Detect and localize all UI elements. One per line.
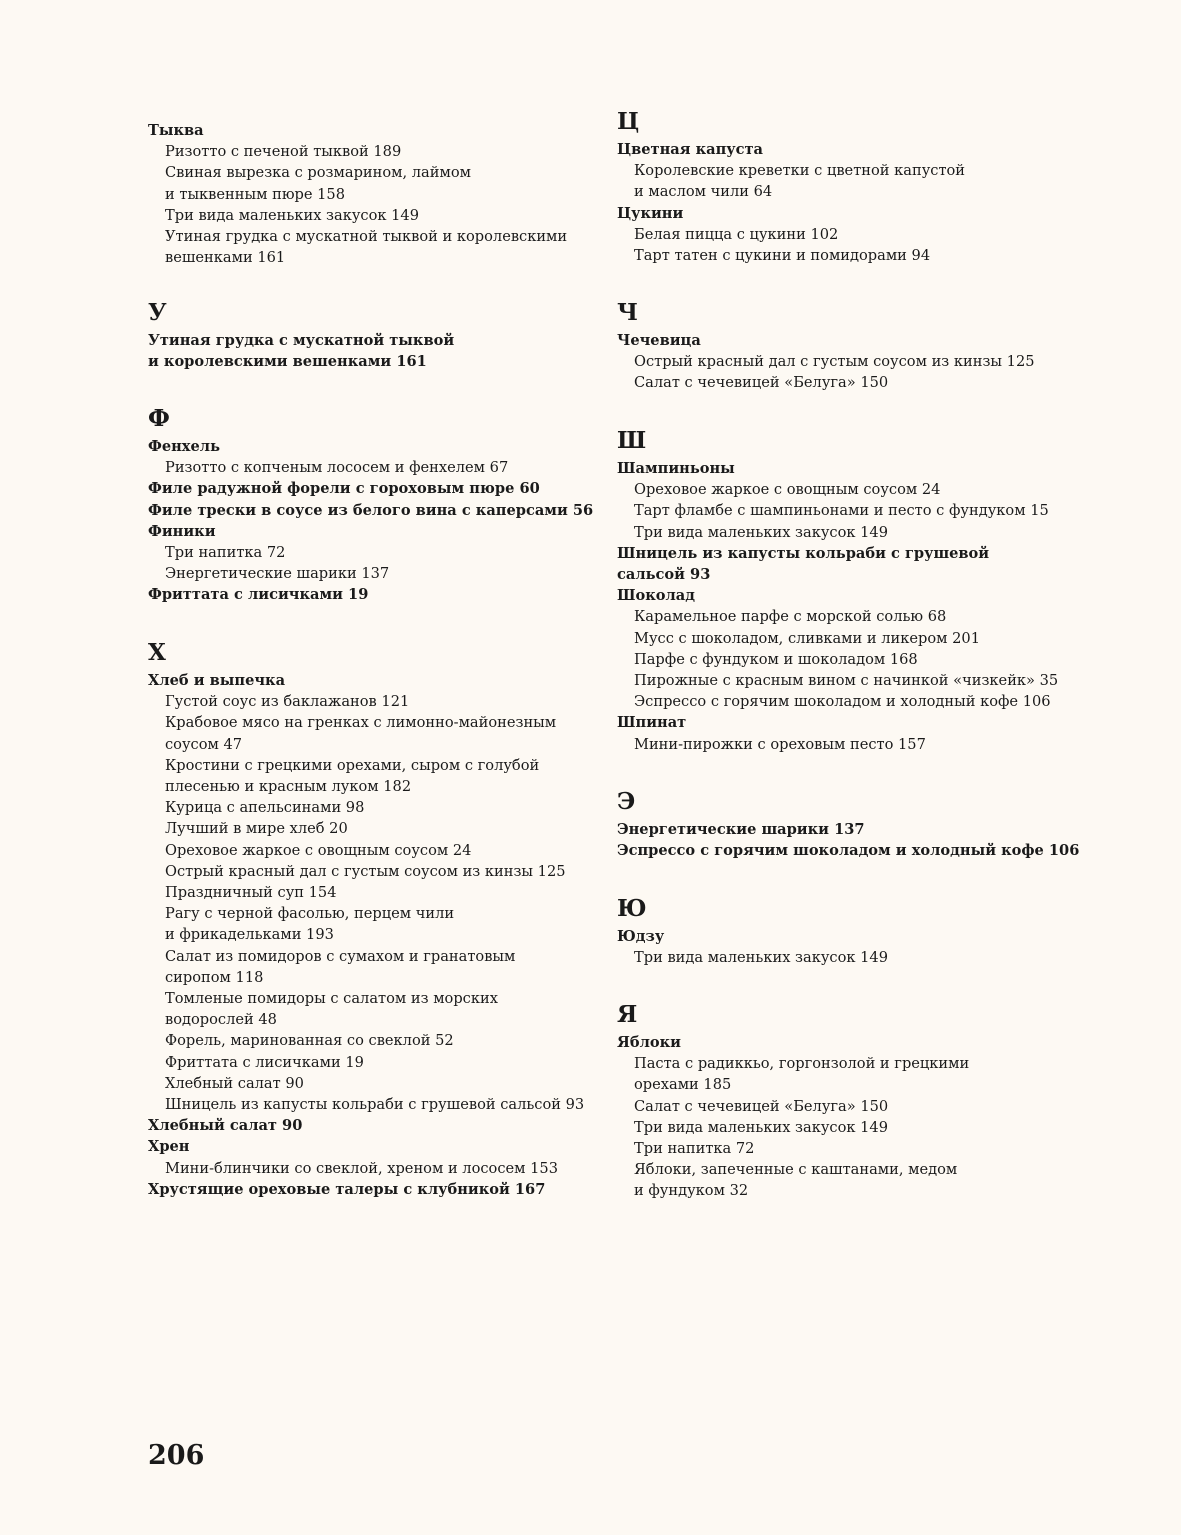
index-entry-sub: Кростини с грецкими орехами, сыром с голубой: [165, 756, 540, 774]
index-entry-sub: Свиная вырезка с розмарином, лаймом: [165, 164, 471, 182]
index-entry-sub: Эспрессо с горячим шоколадом и холодный кофе 106: [634, 693, 1051, 711]
index-entry-sub: Тарт татен с цукини и помидорами 94: [634, 247, 931, 265]
index-entry-sub: Тарт фламбе с шампиньонами и песто с фундуком 15: [634, 502, 1049, 520]
index-entry-main: Шпинат: [617, 714, 687, 732]
section-letter-heading: Я: [617, 1001, 638, 1028]
index-section-ya: [617, 1002, 1087, 1202]
index-entry-main: Филе радужной форели с гороховым пюре 60: [148, 480, 540, 498]
index-entry-sub: Салат с чечевицей «Белуга» 150: [634, 1097, 889, 1115]
index-entry-main: Филе трески в соусе из белого вина с каперсами 56: [148, 501, 594, 519]
index-entry-sub: Фриттата с лисичками 19: [165, 1053, 364, 1071]
index-entry-sub: Карамельное парфе с морской солью 68: [634, 608, 947, 626]
index-entry-sub: Хлебный салат 90: [165, 1074, 304, 1092]
index-entry-sub: сиропом 118: [165, 968, 264, 986]
index-entry-main: Фенхель: [148, 438, 220, 455]
index-section-e: [617, 789, 1087, 861]
index-section-ts: [617, 109, 1087, 266]
index-entry-sub: и фундуком 32: [634, 1182, 749, 1200]
index-entry-sub: водорослей 48: [165, 1011, 277, 1029]
index-entry-main: Хрен: [148, 1138, 190, 1156]
index-entry-sub: Шницель из капусты кольраби с грушевой сальсой 93: [165, 1096, 585, 1114]
index-entry-main: Хрустящие ореховые талеры с клубникой 167: [148, 1180, 546, 1198]
index-entry-main: Фриттата с лисичками 19: [148, 586, 369, 604]
index-entry-sub: Три напитка 72: [634, 1140, 755, 1158]
index-entry-main: Шницель из капусты кольраби с грушевой: [617, 544, 990, 562]
index-entry-sub: Густой соус из баклажанов 121: [165, 693, 410, 711]
index-section-ch: [617, 300, 1087, 394]
index-entry-sub: Ризотто с копченым лососем и фенхелем 67: [165, 459, 509, 477]
index-entry-sub: Мини-пирожки с ореховым песто 157: [634, 735, 926, 753]
index-section-yu: [617, 896, 1087, 968]
index-entry-sub: Мусс с шоколадом, сливками и ликером 201: [634, 629, 980, 647]
index-entry-sub: Королевские креветки с цветной капустой: [634, 162, 966, 180]
index-entry-main: сальсой 93: [617, 566, 711, 584]
index-entry-main: Финики: [148, 522, 216, 540]
index-entry-sub: Острый красный дал с густым соусом из кинзы 125: [634, 353, 1035, 371]
page-number: 206: [148, 1440, 205, 1471]
index-entry-sub: Утиная грудка с мускатной тыквой и королевскими: [165, 228, 568, 246]
section-letter-heading: Э: [617, 788, 636, 815]
index-entry-sub: Три вида маленьких закусок 149: [634, 523, 889, 541]
index-entry-sub: вешенками 161: [165, 249, 286, 267]
index-entry-sub: Парфе с фундуком и шоколадом 168: [634, 650, 918, 668]
index-section-sh: [617, 428, 1087, 755]
index-entry-main: Хлеб и выпечка: [148, 672, 286, 689]
index-entry-sub: Три вида маленьких закусок 149: [634, 1118, 889, 1136]
index-entry-sub: и маслом чили 64: [634, 183, 773, 201]
index-entry-sub: Салат из помидоров с сумахом и гранатовым: [165, 947, 516, 965]
index-entry-sub: Ореховое жаркое с овощным соусом 24: [165, 841, 472, 859]
section-letter-heading: Ч: [617, 299, 639, 326]
section-letter-heading: Ю: [617, 895, 647, 922]
index-entry-sub: Пирожные с красным вином с начинкой «чизкейк» 35: [634, 672, 1059, 690]
index-entry-sub: Форель, маринованная со свеклой 52: [165, 1032, 454, 1050]
index-entry-main: Чечевица: [617, 332, 701, 349]
index-entry-sub: Праздничный суп 154: [165, 884, 337, 902]
index-entry-sub: Ризотто с печеной тыквой 189: [165, 143, 402, 161]
index-entry-sub: Три вида маленьких закусок 149: [634, 949, 889, 967]
index-entry-sub: Рагу с черной фасолью, перцем чили: [165, 905, 455, 923]
index-entry-sub: и фрикадельками 193: [165, 926, 334, 944]
index-entry-sub: орехами 185: [634, 1076, 732, 1094]
index-entry-sub: Курица с апельсинами 98: [165, 799, 365, 817]
index-entry-sub: Ореховое жаркое с овощным соусом 24: [634, 481, 941, 499]
section-letter-heading: Ш: [617, 427, 647, 454]
section-letter-heading: У: [148, 299, 167, 326]
index-entry-sub: Томленые помидоры с салатом из морских: [165, 990, 498, 1008]
index-entry-main: и королевскими вешенками 161: [148, 353, 427, 371]
index-entry-main: Шоколад: [617, 587, 695, 605]
index-entry-main: Тыква: [148, 122, 204, 139]
index-entry-sub: плесенью и красным луком 182: [165, 778, 412, 796]
index-entry-sub: Белая пицца с цукини 102: [634, 225, 839, 243]
index-entry-sub: Крабовое мясо на гренках с лимонно-майонезным: [165, 714, 557, 732]
index-entry-main: Энергетические шарики 137: [617, 821, 865, 838]
index-section-continued: [148, 120, 598, 268]
index-section-u: [148, 300, 598, 372]
index-entry-sub: Энергетические шарики 137: [165, 565, 390, 583]
index-entry-sub: Мини-блинчики со свеклой, хреном и лососем 153: [165, 1159, 558, 1177]
index-section-kh: [148, 640, 598, 1200]
index-entry-sub: Три напитка 72: [165, 544, 286, 562]
index-entry-sub: Лучший в мире хлеб 20: [165, 820, 348, 838]
index-entry-main: Юдзу: [617, 928, 665, 945]
index-entry-sub: Острый красный дал с густым соусом из кинзы 125: [165, 862, 566, 880]
index-entry-main: Эспрессо с горячим шоколадом и холодный кофе 106: [617, 842, 1080, 860]
index-entry-sub: и тыквенным пюре 158: [165, 185, 345, 203]
section-letter-heading: Ц: [617, 108, 640, 135]
section-letter-heading: Х: [148, 639, 166, 666]
index-entry-main: Цукини: [617, 204, 684, 222]
index-entry-sub: Салат с чечевицей «Белуга» 150: [634, 374, 889, 392]
index-entry-main: Шампиньоны: [617, 460, 735, 477]
index-entry-main: Хлебный салат 90: [148, 1117, 303, 1135]
index-entry-main: Яблоки: [617, 1034, 681, 1051]
index-entry-sub: Яблоки, запеченные с каштанами, медом: [634, 1161, 958, 1179]
index-entry-main: Утиная грудка с мускатной тыквой: [148, 332, 455, 349]
section-letter-heading: Ф: [148, 405, 170, 432]
index-entry-sub: Паста с радиккьо, горгонзолой и грецкими: [634, 1055, 970, 1073]
index-section-f: [148, 406, 598, 606]
index-entry-main: Цветная капуста: [617, 141, 763, 158]
index-entry-sub: соусом 47: [165, 735, 243, 753]
index-entry-sub: Три вида маленьких закусок 149: [165, 206, 420, 224]
